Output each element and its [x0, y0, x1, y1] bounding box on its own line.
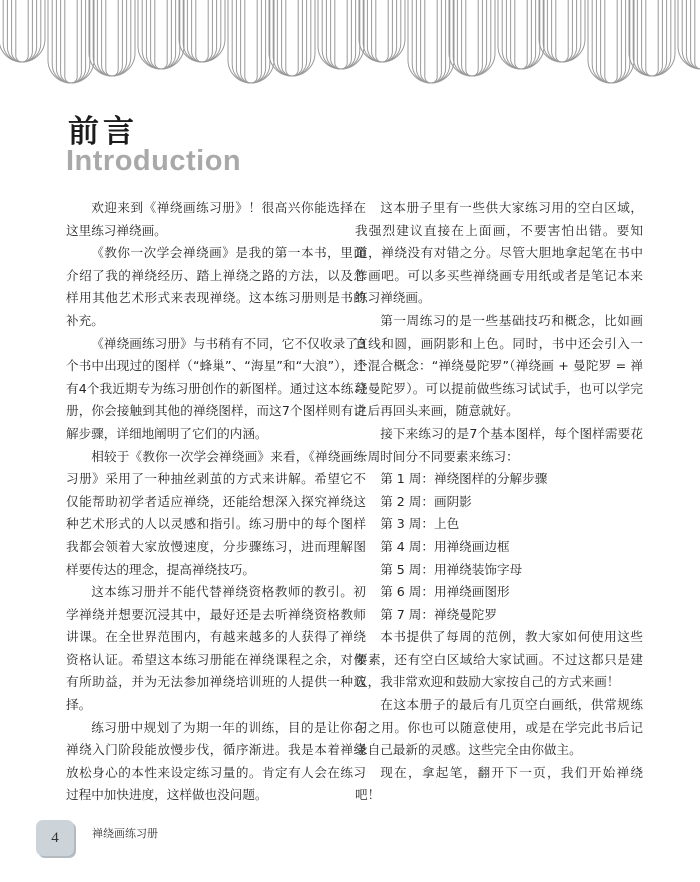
arch-stroke [228, 0, 274, 83]
arch-stroke [138, 0, 184, 69]
arch-stroke [511, 0, 532, 69]
list-item: 第 3 周：上色 [380, 516, 460, 532]
right-text-column [355, 197, 643, 807]
arch-stroke [102, 0, 123, 76]
page-number: 4 [51, 830, 59, 846]
list-item: 第 1 周：禅绕图样的分解步骤 [380, 471, 548, 487]
paragraph: 在这本册子的最后有几页空白画纸，供常规练习之用。你也可以随意使用，或是在学完此书后记录自己最新的灵感。这些完全由你做主。 [355, 697, 643, 758]
arch-stroke [412, 0, 450, 83]
paragraph: 这本练习册并不能代替禅绕资格教师的教引。初学禅绕并想要沉浸其中，最好还是去听禅绕资格教师讲课。在全世界范围内，有越来越多的人获得了禅绕资格认证。希望这本练习册能在禅绕课程之余，对你有所助益，并为无法参加禅绕培训班的人提供一种选择。 [66, 584, 366, 713]
arch-stroke [335, 0, 347, 69]
arch-stroke [65, 0, 77, 83]
arch-stroke [605, 0, 617, 83]
arch-stroke [695, 0, 700, 69]
arch-stroke [282, 0, 303, 76]
paragraph: 欢迎来到《禅绕画练习册》！很高兴你能选择在这里练习禅绕画。 [66, 200, 366, 238]
arch-stroke [48, 0, 94, 83]
arch-stroke [462, 0, 483, 76]
arch-stroke [142, 0, 180, 69]
arch-stroke [552, 0, 573, 62]
arch-stroke [498, 0, 544, 69]
arch-stroke [408, 0, 454, 83]
arch-stroke [245, 0, 257, 83]
paragraph: 相较于《教你一次学会禅绕画》来看，《禅绕画练习册》采用了一种抽丝剥茧的方式来讲解。希望它不仅能帮助初学者适应禅绕，还能给想深入探究禅绕这种艺术形式的人以灵感和指引。练习册中的每个图样我都会领着大家放慢速度，分步骤练习，进而理解图样要传达的理念，提高禅绕技巧。 [66, 448, 366, 577]
list-item: 第 5 周：用禅绕装饰字母 [380, 561, 523, 577]
running-title: 禅绕画练习册 [92, 827, 158, 840]
list-item: 第 6 周：用禅绕画图形 [380, 584, 510, 600]
arch-stroke [322, 0, 360, 69]
arch-stroke [155, 0, 167, 69]
arch-stroke [425, 0, 437, 83]
arch-stroke [588, 0, 634, 83]
arch-stroke [232, 0, 270, 83]
arch-stroke [629, 0, 675, 76]
arch-stroke [376, 0, 388, 62]
arch-stroke [449, 0, 495, 76]
arch-stroke [592, 0, 630, 83]
list-item: 第 2 周：画阴影 [380, 493, 472, 509]
page-title: 前言 [68, 114, 138, 150]
zentangle-border-decoration [0, 0, 700, 92]
left-text-column [66, 197, 366, 807]
paragraph: 《禅绕画练习册》与书稍有不同，它不仅收录了3个书中出现过的图样（“蜂巢”、“海星”和“大浪”），还有4个我近期专为练习册创作的新图样。通过这本练习册，你会接触到其他的禅绕图样，而这7个图样则有讲解步骤，详细地阐明了它们的内涵。 [66, 335, 366, 441]
list-item: 第 4 周：用禅绕画边框 [380, 538, 510, 554]
arch-stroke [61, 0, 82, 83]
page-number-badge [36, 820, 74, 856]
weekly-schedule-list [355, 468, 643, 626]
paragraph: 练习册中规划了为期一年的训练，目的是让你在禅绕入门阶段能放慢步伐，循序渐进。我是本着禅绕放松身心的本性来设定练习量的。肯定有人会在练习过程中加快进度，这样做也没问题。 [66, 719, 366, 803]
page-subtitle: Introduction [66, 145, 242, 177]
arch-stroke [646, 0, 658, 76]
arch-stroke [453, 0, 491, 76]
paragraph: 这本册子里有一些供大家练习用的空白区域，我强烈建议直接在上面画，不要害怕出错。要知道，禅绕没有对错之分。尽管大胆地拿起笔在书中作画吧。可以多买些禅绕画专用纸或者是笔记本来练习禅绕画。 [355, 200, 643, 306]
arch-stroke [241, 0, 262, 83]
arch-stroke [52, 0, 90, 83]
arch-stroke [515, 0, 527, 69]
arch-stroke [466, 0, 478, 76]
arch-stroke [89, 0, 135, 76]
arch-stroke [12, 0, 33, 62]
arch-stroke [642, 0, 663, 76]
arch-stroke [502, 0, 540, 69]
arch-stroke [686, 0, 700, 69]
paragraph: 第一周练习的是一些基础技巧和概念，比如画直线和圆，画阴影和上色。同时，书中还会引入一个混合概念：“禅绕曼陀罗”（禅绕画 + 曼陀罗 = 禅绕曼陀罗）。可以提前做些练习试试手，也可以学完之后再回头来画，随意就好。 [355, 312, 643, 419]
arch-stroke [556, 0, 568, 62]
arch-stroke [93, 0, 131, 76]
paragraph: 接下来练习的是7个基本图样，每个图样需要花一周时间分不同要素来练习： [355, 425, 643, 464]
arch-stroke [273, 0, 311, 76]
arch-stroke [421, 0, 442, 83]
arch-stroke [196, 0, 208, 62]
arch-stroke [331, 0, 352, 69]
arch-stroke [151, 0, 172, 69]
arch-stroke [633, 0, 671, 76]
arch-stroke [318, 0, 364, 69]
arch-stroke [601, 0, 622, 83]
paragraph: 本书提供了每周的范例，教大家如何使用这些要素，还有空白区域给大家试画。不过这都只是建议，我非常欢迎和鼓励大家按自己的方式来画！ [355, 629, 643, 690]
arch-stroke [678, 0, 700, 69]
arch-stroke [286, 0, 298, 76]
arch-stroke [16, 0, 28, 62]
arch-stroke [106, 0, 118, 76]
list-item: 第 7 周：禅绕曼陀罗 [380, 606, 497, 622]
paragraph: 《教你一次学会禅绕画》是我的第一本书，里面介绍了我的禅绕经历、踏上禅绕之路的方法，以及怎样用其他艺术形式来表现禅绕。这本练习册则是书的补充。 [66, 245, 366, 328]
arch-stroke [192, 0, 213, 62]
arch-stroke [372, 0, 393, 62]
paragraph: 现在，拿起笔，翻开下一页，我们开始禅绕吧！ [355, 764, 643, 803]
arch-stroke [269, 0, 315, 76]
